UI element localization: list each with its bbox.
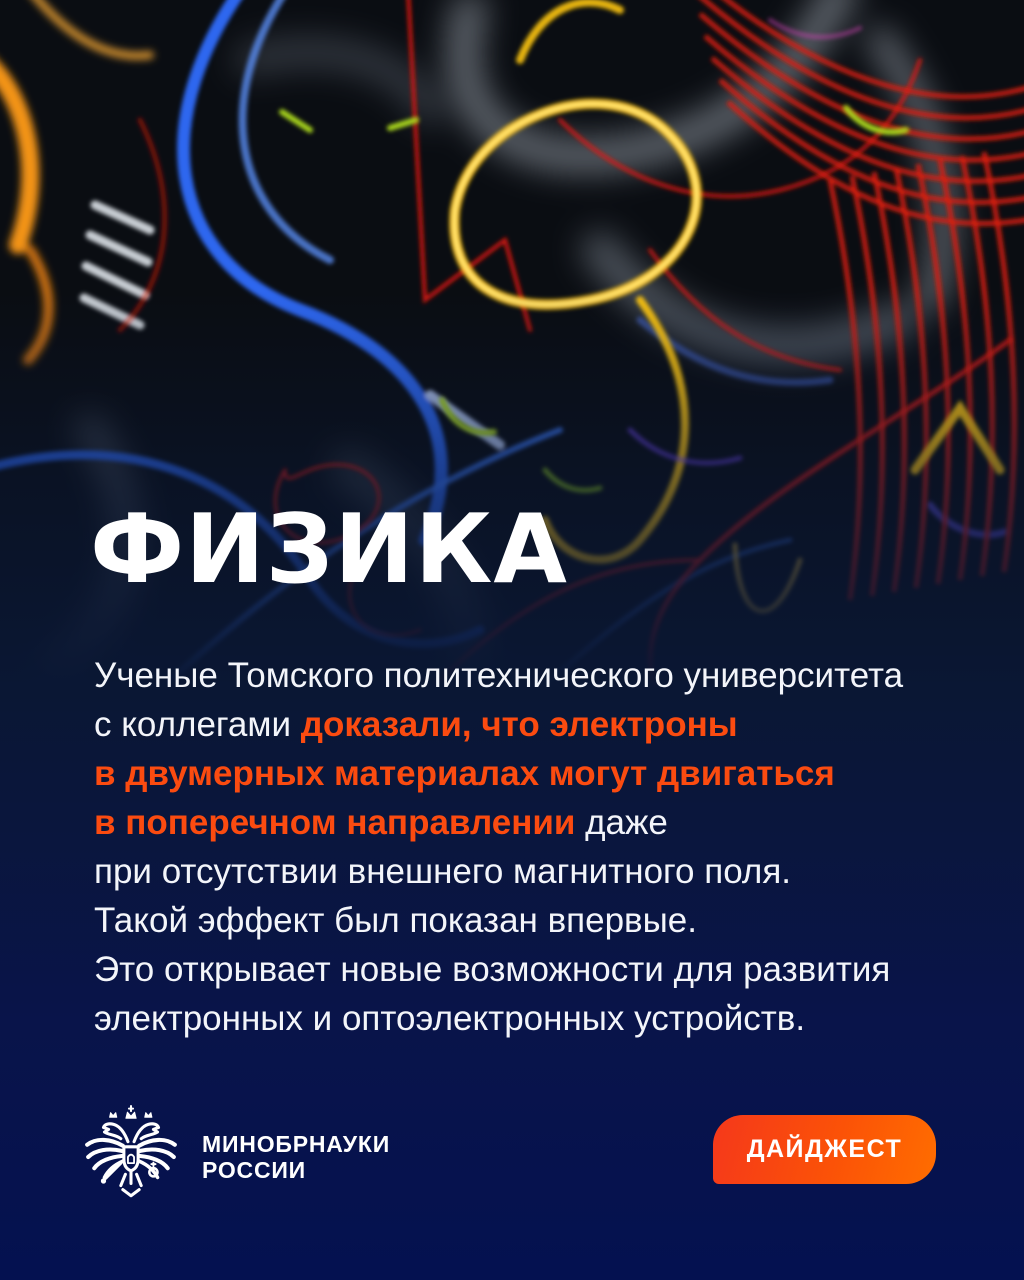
plain-text: при отсутствии внешнего магнитного поля. [94, 852, 791, 891]
body-text-line [94, 896, 964, 945]
ministry-name-line1: МИНОБРНАУКИ [202, 1131, 391, 1157]
body-text-line [94, 749, 964, 798]
plain-text: Такой эффект был показан впервые. [94, 901, 697, 940]
ministry-name [202, 1131, 390, 1183]
plain-text: электронных и оптоэлектронных устройств. [94, 999, 806, 1038]
body-text-line [94, 994, 964, 1043]
body-text-line [94, 847, 964, 896]
plain-text: Это открывает новые возможности для развития [94, 950, 891, 989]
body-text-line [94, 700, 964, 749]
body-text-line [94, 945, 964, 994]
plain-text: Ученые Томского политехнического университета [94, 656, 904, 695]
ministry-name-line2: РОССИИ [202, 1157, 307, 1183]
plain-text: даже [575, 803, 668, 842]
body-text-line [94, 798, 964, 847]
highlighted-text: доказали, что электроны [300, 705, 738, 744]
highlighted-text: в поперечном направлении [94, 803, 576, 842]
plain-text: с коллегами [94, 705, 301, 744]
minobrnauki-eagle-logo [82, 1104, 180, 1210]
page-title: ФИЗИКА [90, 495, 568, 605]
body-text-line [94, 651, 964, 700]
highlighted-text: в двумерных материалах могут двигаться [94, 754, 835, 793]
ministry-logo-block [82, 1104, 390, 1210]
body-paragraph [94, 651, 964, 1043]
digest-button[interactable]: ДАЙДЖЕСТ [713, 1115, 936, 1184]
